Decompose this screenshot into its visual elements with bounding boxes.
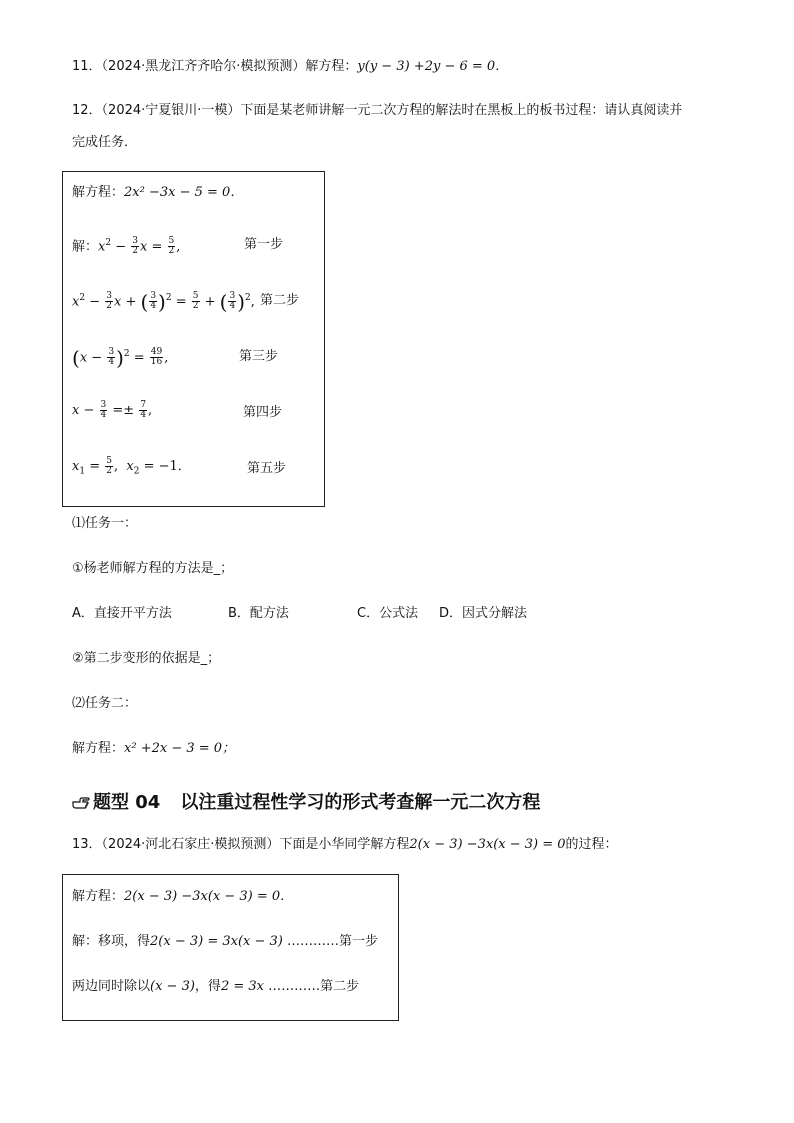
q12-step5: $x_1$ = $\frac{5}{2}$ , $x_2 = -1$． xyxy=(72,456,191,477)
q13-box-line2: 解：移项，得2(x − 3) = 3x(x − 3) …………第一步 xyxy=(72,934,378,949)
q12-step4: x − $\frac{3}{4}$ =± $\frac{7}{4}$ , xyxy=(72,400,153,420)
pointing-hand-icon xyxy=(72,796,90,810)
q12-line1: 12．（2024·宁夏银川·一模）下面是某老师讲解一元二次方程的解法时在黑板上的板书过程：请认真阅读并 xyxy=(72,103,683,118)
q12-task1-q2: ②第二步变形的依据是_； xyxy=(72,651,221,666)
q12-box-title: 解方程：2x² −3x − 5 = 0． xyxy=(72,185,244,200)
section-heading xyxy=(72,791,540,815)
q12-task1-q1: ①杨老师解方程的方法是_； xyxy=(72,561,234,576)
q11-prefix: 11．（2024·黑龙江齐齐哈尔·模拟预测）解方程： xyxy=(72,59,358,74)
q12-task2-title: ⑵任务二： xyxy=(72,696,138,711)
q12-option-c: C．公式法 xyxy=(357,606,419,621)
q11-line xyxy=(72,58,508,76)
q12-step5-label: 第五步 xyxy=(247,461,287,476)
q12-line2: 完成任务． xyxy=(72,135,138,150)
q12-step4-label: 第四步 xyxy=(243,405,283,420)
q12-option-a: A．直接开平方法 xyxy=(72,606,172,621)
q12-step2: $x^2$ − $\frac{3}{2}$ x + ( $\frac{3}{4}$ )$^2$ = $\frac{5}{2}$ + ( $\frac{3}{4}$ )$^2$, xyxy=(72,289,255,314)
q12-option-d: D．因式分解法 xyxy=(439,606,528,621)
q13-box-line1: 解方程：2(x − 3) −3x(x − 3) = 0． xyxy=(72,889,294,904)
q13-solution-box xyxy=(62,874,399,1021)
q13-line: 13．（2024·河北石家庄·模拟预测）下面是小华同学解方程2(x − 3) −3x(x − 3) = 0的过程： xyxy=(72,837,618,852)
q12-option-b: B．配方法 xyxy=(228,606,289,621)
q12-blackboard-box xyxy=(62,171,325,507)
q12-step3-label: 第三步 xyxy=(239,349,279,364)
q13-box-line3: 两边同时除以(x − 3)，得2 = 3x …………第二步 xyxy=(72,979,360,994)
q12-step1-label: 第一步 xyxy=(244,237,284,252)
q12-step1: 解：$x^2$ − $\frac{3}{2}$ x = $\frac{5}{2}$ , xyxy=(72,236,181,257)
q11-equation: y(y − 3) +2y − 6 = 0． xyxy=(357,59,509,74)
q12-task2-line: 解方程：x² +2x − 3 = 0； xyxy=(72,741,236,756)
q12-task1-title: ⑴任务一： xyxy=(72,516,138,531)
q12-step3: (x − $\frac{3}{4}$ )$^2$ = $\frac{49}{16}$ , xyxy=(72,345,169,370)
section-label: 题型 04 xyxy=(93,792,161,813)
q12-step2-label: 第二步 xyxy=(260,293,300,308)
section-title: 以注重过程性学习的形式考查解一元二次方程 xyxy=(180,792,541,813)
